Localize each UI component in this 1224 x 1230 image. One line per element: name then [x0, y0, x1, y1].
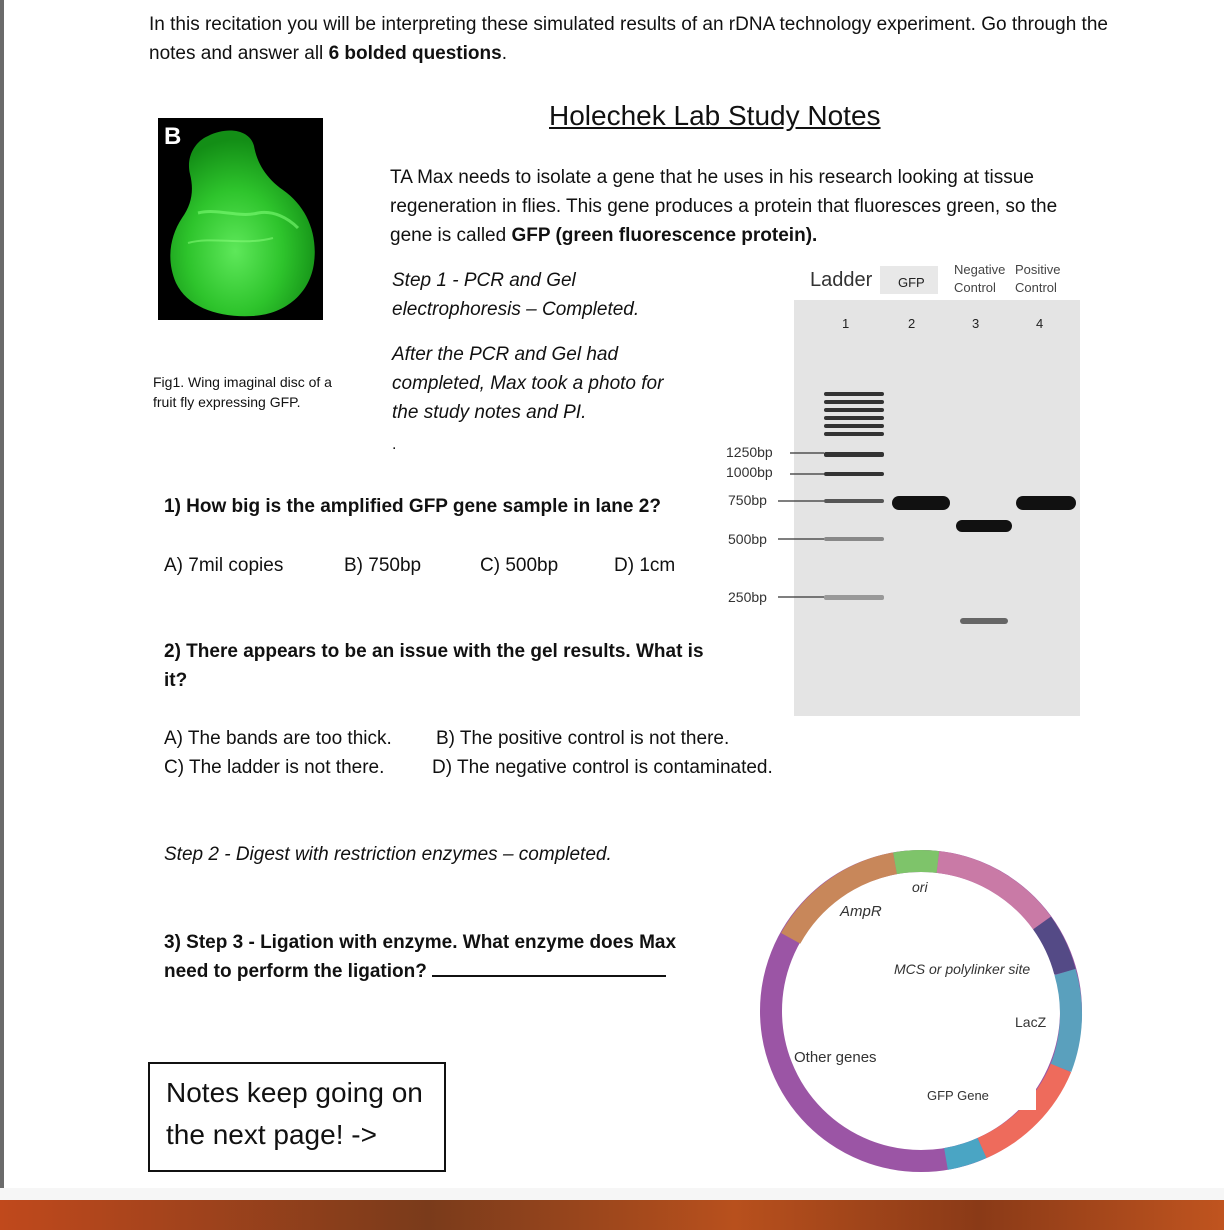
question-2: 2) There appears to be an issue with the gel results. What is it? [164, 641, 704, 691]
paragraph-text: TA Max needs to isolate a gene that he uses in his research looking at tissue regeneration in flies. This gene produces a protein that fluoresces green, so the gene is called [390, 167, 1058, 246]
lane-number-1: 1 [842, 316, 850, 331]
lane-number-3: 3 [972, 316, 980, 331]
question-1: 1) How big is the amplified GFP gene sample in lane 2? [164, 496, 661, 517]
intro-text-a: In this recitation you will be interpreting these simulated results of an rDNA technology experiment. Go through the notes and answer all [149, 14, 1108, 64]
lane3-faint-band [960, 618, 1008, 624]
intro-bold: 6 bolded questions [328, 43, 502, 64]
window-left-edge [0, 0, 4, 1230]
stray-dot: . [392, 436, 397, 453]
step1-heading: Step 1 - PCR and Gel electrophoresis – Completed. [392, 270, 640, 320]
plasmid-label-ampr: AmpR [840, 903, 882, 920]
q2-option-a[interactable]: A) The bands are too thick. [164, 728, 392, 749]
panel-letter: B [164, 123, 182, 150]
step1-body: After the PCR and Gel had completed, Max took a photo for the study notes and PI. [392, 344, 664, 423]
plasmid-label-mcs: MCS or polylinker site [894, 961, 1031, 977]
lane3-band [956, 520, 1012, 532]
q1-option-d[interactable]: D) 1cm [614, 555, 676, 576]
figure-caption: Fig1. Wing imaginal disc of a fruit fly expressing GFP. [153, 374, 332, 410]
lane-header-positive: Positive Control [1015, 262, 1061, 295]
intro-text [149, 10, 1149, 68]
wing-disc-drawing [158, 118, 323, 320]
plasmid-label-gfp: GFP Gene [927, 1088, 989, 1103]
plasmid-map [756, 846, 1086, 1176]
ladder-label-1250: 1250bp [726, 444, 773, 460]
wing-disc-image [158, 118, 323, 320]
q1-option-b[interactable]: B) 750bp [344, 555, 422, 576]
plasmid-segment-ampr [791, 863, 895, 938]
lane-header-gfp: GFP [898, 275, 925, 290]
plasmid-label-other: Other genes [794, 1049, 877, 1066]
q3-answer-blank[interactable] [432, 957, 666, 977]
lane4-band [1016, 496, 1076, 510]
lane-number-4: 4 [1036, 316, 1044, 331]
step2-heading: Step 2 - Digest with restriction enzymes – completed. [164, 844, 612, 865]
page-title: Holechek Lab Study Notes [549, 100, 881, 131]
question-3 [164, 928, 704, 986]
q2-option-d[interactable]: D) The negative control is contaminated. [432, 757, 773, 778]
q2-option-c[interactable]: C) The ladder is not there. [164, 757, 385, 778]
plasmid-segment-lacz [1061, 972, 1071, 1068]
question-3-text: 3) Step 3 - Ligation with enzyme. What enzyme does Max need to perform the ligation? [164, 932, 677, 982]
lane-number-2: 2 [908, 316, 916, 331]
lane-header-negative: Negative Control [954, 262, 1006, 295]
notes-box: Notes keep going on the next page! -> [148, 1062, 446, 1172]
gel-figure [720, 256, 1090, 718]
lane2-band [892, 496, 950, 510]
q1-option-a[interactable]: A) 7mil copies [164, 555, 284, 576]
ladder-label-1000: 1000bp [726, 464, 773, 480]
ladder-label-500: 500bp [728, 531, 767, 547]
intro-paragraph [390, 163, 1090, 250]
background-strip [0, 1200, 1224, 1230]
intro-text-b: . [501, 43, 507, 64]
q2-option-b[interactable]: B) The positive control is not there. [436, 728, 730, 749]
plasmid-label-ori: ori [912, 879, 928, 895]
plasmid-segment-teal [946, 1148, 982, 1159]
plasmid-segment-mcs [938, 862, 1042, 923]
plasmid-label-lacz: LacZ [1015, 1014, 1047, 1030]
q1-option-c[interactable]: C) 500bp [480, 555, 559, 576]
ladder-label-250: 250bp [728, 589, 767, 605]
plasmid-label-mask [1008, 1078, 1036, 1110]
lane-header-ladder: Ladder [810, 269, 873, 291]
plasmid-segment-mcs-dark [1042, 923, 1065, 972]
plasmid-segment-ori [895, 861, 938, 863]
paragraph-bold: GFP (green fluorescence protein). [511, 225, 818, 246]
ladder-label-750: 750bp [728, 492, 767, 508]
